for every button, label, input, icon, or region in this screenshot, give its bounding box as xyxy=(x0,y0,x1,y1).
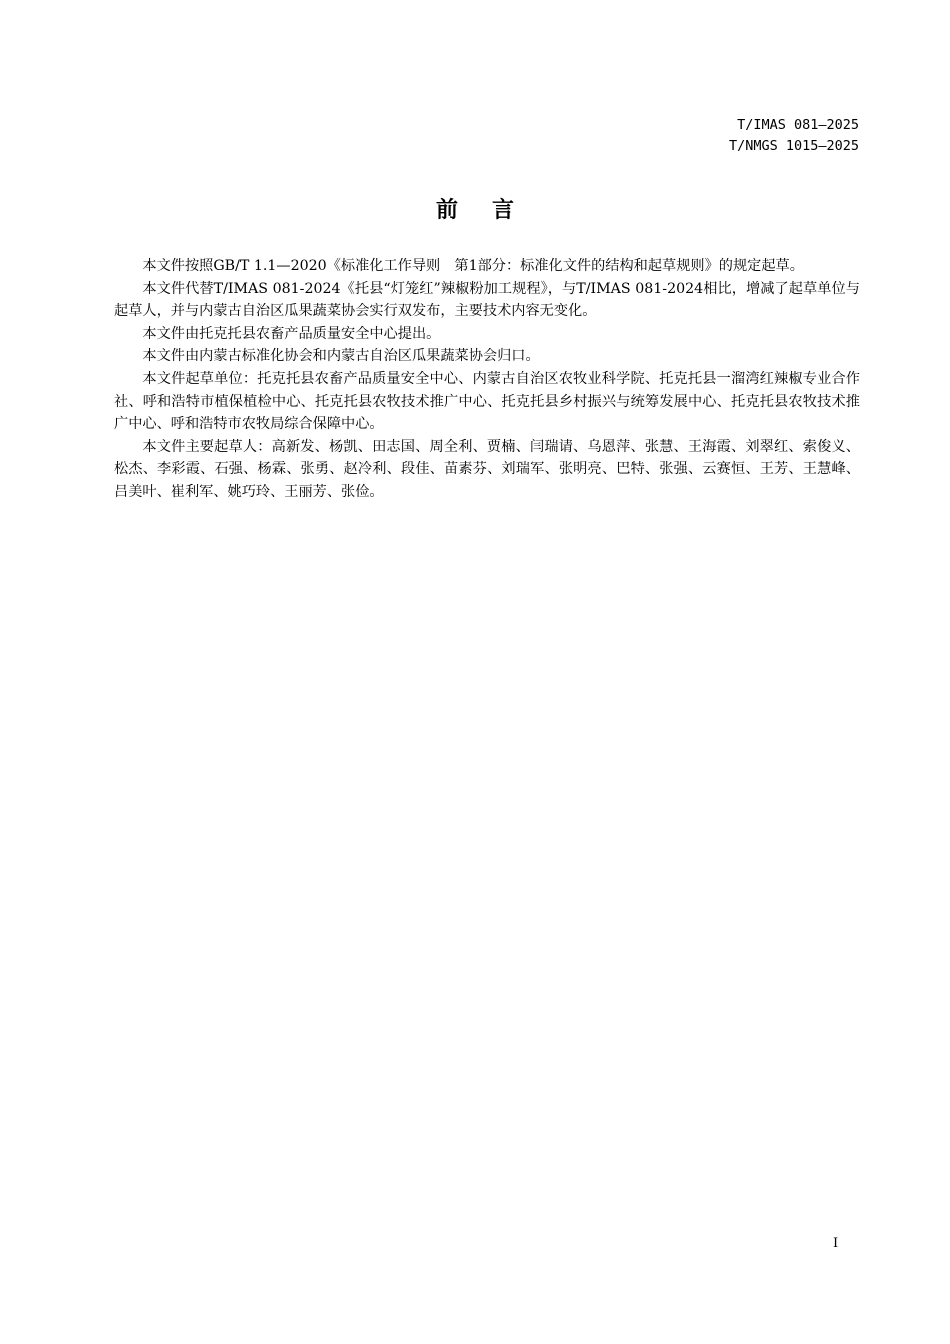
paragraph-administrator: 本文件由内蒙古标准化协会和内蒙古自治区瓜果蔬菜协会归口。 xyxy=(142,348,540,365)
document-code-block xyxy=(729,115,859,157)
page-number: I xyxy=(833,1236,839,1251)
page-title: 前言 xyxy=(435,198,548,223)
document-code-primary: T/IMAS 081—2025 xyxy=(737,117,859,133)
paragraph-drafters: 本文件主要起草人：高新发、杨凯、田志国、周全利、贾楠、闫瑞请、乌恩萍、张慧、王海霞、刘翠红、索俊义、松杰、李彩霞、石强、杨霖、张勇、赵冷利、段佳、苗素芬、刘瑞军、张明亮、巴特、张强、云赛恒、王芳、王慧峰、吕美叶、崔利军、姚巧玲、王丽芳、张俭。 xyxy=(114,438,860,500)
paragraph-drafting-rules: 本文件按照GB/T 1.1—2020《标准化工作导则 第1部分：标准化文件的结构和起草规则》的规定起草。 xyxy=(142,258,804,274)
paragraph-replacement: 本文件代替T/IMAS 081-2024《托县“灯笼红”辣椒粉加工规程》，与T/IMAS 081-2024相比，增减了起草单位与起草人，并与内蒙古自治区瓜果蔬菜协会实行双发布，主要技术内容无变化。 xyxy=(114,280,860,320)
paragraph-proposer: 本文件由托克托县农畜产品质量安全中心提出。 xyxy=(142,325,441,342)
foreword-body xyxy=(114,255,860,504)
document-code-secondary: T/NMGS 1015—2025 xyxy=(728,138,859,154)
paragraph-drafting-units: 本文件起草单位：托克托县农畜产品质量安全中心、内蒙古自治区农牧业科学院、托克托县一溜湾红辣椒专业合作社、呼和浩特市植保植检中心、托克托县农牧技术推广中心、托克托县乡村振兴与统筹发展中心、托克托县农牧技术推广中心、呼和浩特市农牧局综合保障中心。 xyxy=(114,370,860,433)
